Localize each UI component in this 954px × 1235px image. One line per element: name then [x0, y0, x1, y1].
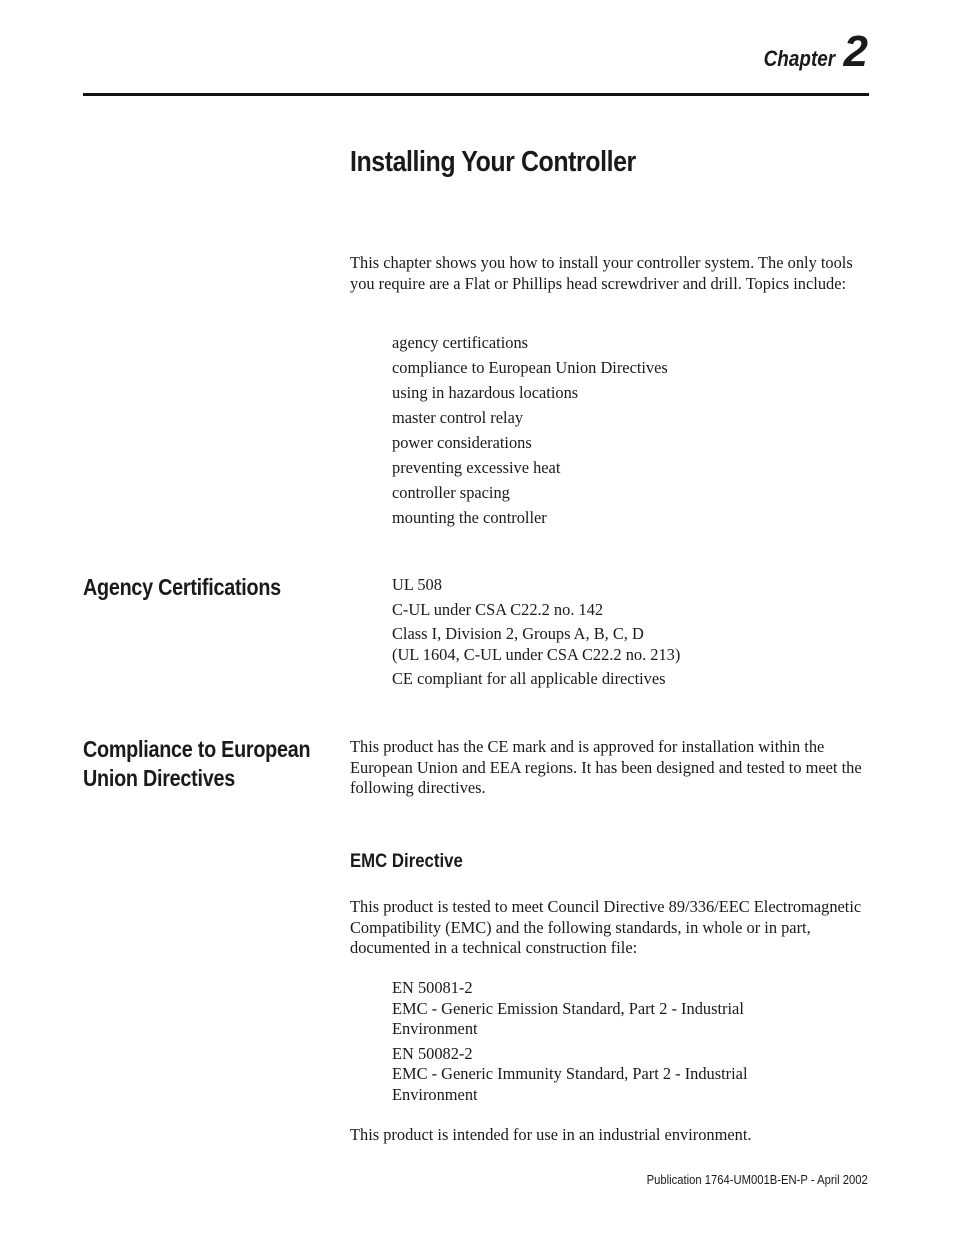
certification-text: CE compliant for all applicable directives [392, 669, 666, 688]
topics-list [392, 333, 668, 533]
standard-description: EMC - Generic Immunity Standard, Part 2 - Industrial Environment [392, 1064, 748, 1104]
emc-paragraph: This product is tested to meet Council Directive 89/336/EEC Electromagnetic Compatibility (EMC) and the following standards, in whole or in part, documented in a technical construction file: [350, 897, 862, 957]
certification-subtext: (UL 1604, C-UL under CSA C22.2 no. 213) [392, 644, 681, 664]
standards-list [392, 978, 822, 1109]
standard-item [392, 1044, 822, 1106]
compliance-heading-line: Compliance to European [83, 736, 311, 762]
topic-item: controller spacing [392, 483, 510, 502]
compliance-heading [83, 735, 332, 793]
standard-item [392, 978, 822, 1040]
certification-text: C-UL under CSA C22.2 no. 142 [392, 599, 604, 619]
chapter-header [752, 27, 868, 76]
topic-item: agency certifications [392, 333, 529, 352]
certification-item [392, 669, 680, 690]
topic-item: preventing excessive heat [392, 458, 561, 477]
standard-code: EN 50081-2 [392, 978, 473, 997]
standard-code: EN 50082-2 [392, 1043, 473, 1063]
agency-certifications-heading: Agency Certifications [83, 574, 281, 600]
certification-text: Class I, Division 2, Groups A, B, C, D [392, 624, 644, 643]
intro-paragraph: This chapter shows you how to install your controller system. The only tools you require are a Flat or Phillips head screwdriver and drill. Topics include: [350, 253, 853, 293]
compliance-heading-line: Union Directives [83, 765, 235, 791]
emc-directive-heading: EMC Directive [350, 850, 463, 872]
topic-item: mounting the controller [392, 508, 547, 527]
chapter-label: Chapter [764, 46, 836, 71]
page-title: Installing Your Controller [350, 146, 636, 178]
emc-closing-paragraph: This product is intended for use in an industrial environment. [350, 1125, 752, 1144]
certification-item [392, 624, 680, 665]
chapter-number: 2 [843, 27, 868, 76]
topic-item: master control relay [392, 408, 524, 427]
topic-item: compliance to European Union Directives [392, 358, 668, 377]
certifications-list [392, 575, 680, 694]
header-rule [83, 93, 869, 96]
certification-item [392, 600, 680, 621]
standard-description: EMC - Generic Emission Standard, Part 2 - Industrial Environment [392, 998, 744, 1038]
certification-text: UL 508 [392, 575, 442, 594]
compliance-paragraph: This product has the CE mark and is approved for installation within the European Union and EEA regions. It has been designed and tested to meet the following directives. [350, 737, 862, 797]
topic-item: using in hazardous locations [392, 383, 579, 402]
certification-item [392, 575, 680, 596]
publication-footer: Publication 1764-UM001B-EN-P - April 2002 [646, 1173, 868, 1187]
topic-item: power considerations [392, 433, 532, 452]
